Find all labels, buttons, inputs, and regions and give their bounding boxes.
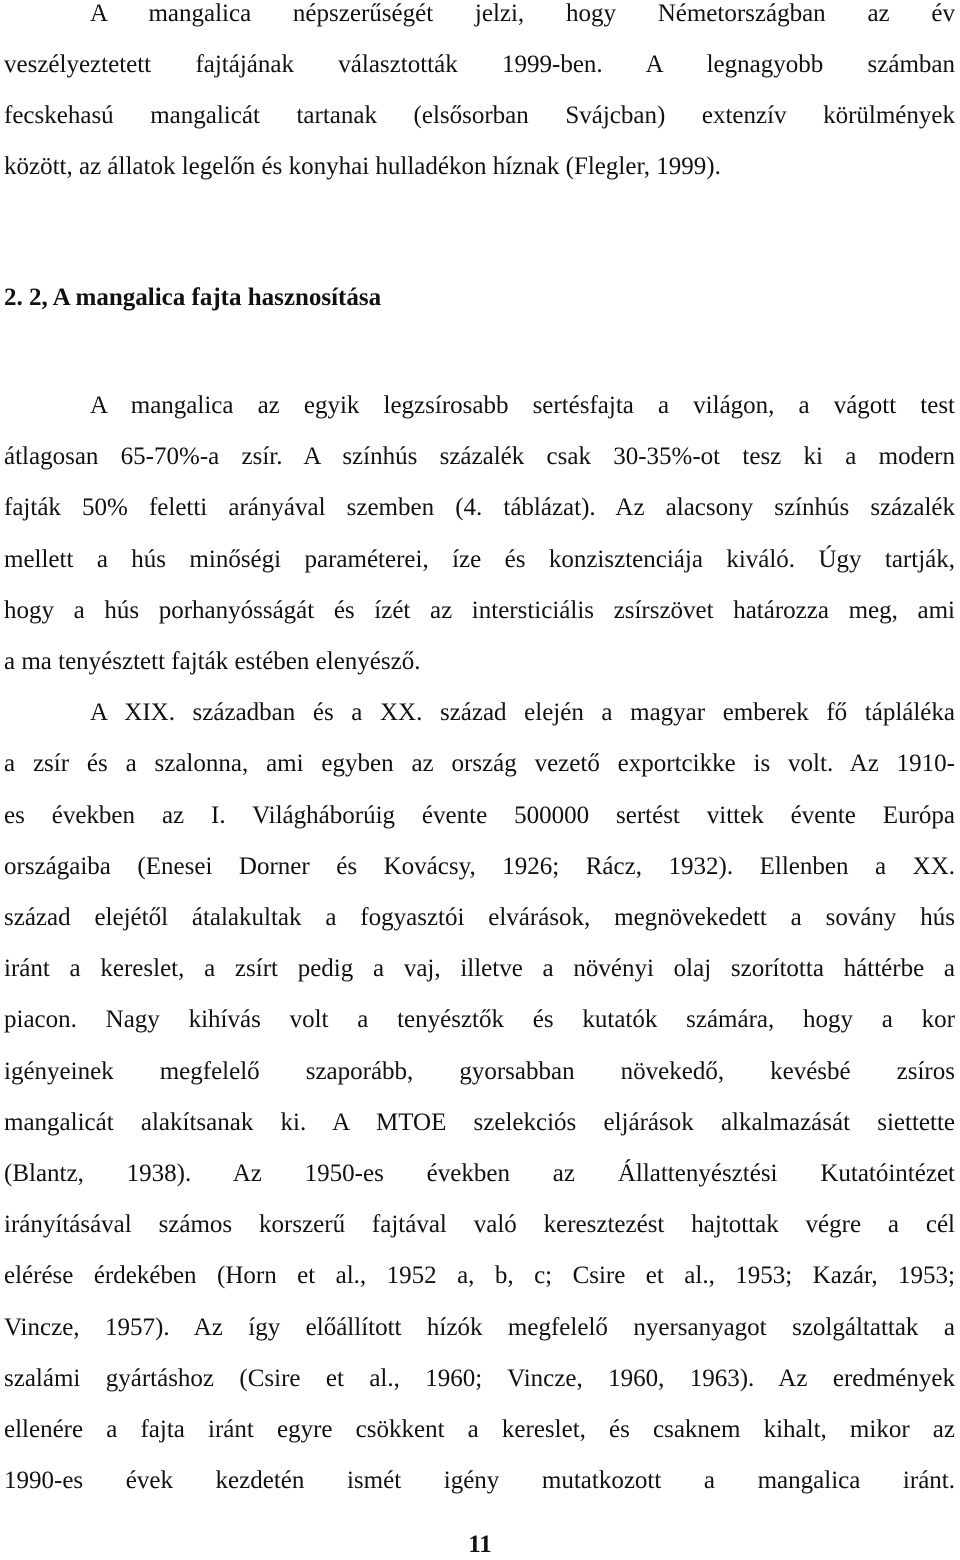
text-line: országaiba (Enesei Dorner és Kovácsy, 1926; Rácz, 1932). Ellenben a XX. <box>4 852 955 880</box>
text-line: a ma tenyésztett fajták estében elenyésző. <box>4 648 421 676</box>
text-line: veszélyeztetett fajtájának választották 1999-ben. A legnagyobb számban <box>4 51 955 78</box>
section-heading: 2. 2, A mangalica fajta hasznosítása <box>4 284 382 311</box>
text-line: hogy a hús porhanyósságát és ízét az intersticiális zsírszövet határozza meg, ami <box>4 596 955 624</box>
text-line: A XIX. században és a XX. század elején a magyar emberek fő tápláléka <box>90 699 955 727</box>
text-line: Vincze, 1957). Az így előállított hízók megfelelő nyersanyagot szolgáltattak a <box>4 1313 955 1341</box>
text-line: fajták 50% feletti arányával szemben (4. táblázat). Az alacsony színhús százalék <box>4 494 955 522</box>
text-line: A mangalica az egyik legzsírosabb sertésfajta a világon, a vágott test <box>90 392 955 419</box>
text-line: irányításával számos korszerű fajtával való keresztezést hajtottak végre a cél <box>4 1211 955 1239</box>
text-line: es években az I. Világháborúig évente 500000 sertést vittek évente Európa <box>4 801 955 829</box>
text-line: (Blantz, 1938). Az 1950-es években az Állattenyésztési Kutatóintézet <box>4 1160 955 1188</box>
text-line: elérése érdekében (Horn et al., 1952 a, b, c; Csire et al., 1953; Kazár, 1953; <box>4 1262 955 1290</box>
text-line: piacon. Nagy kihívás volt a tenyésztők és kutatók számára, hogy a kor <box>4 1006 955 1034</box>
text-line: A mangalica népszerűségét jelzi, hogy Németországban az év <box>90 0 955 27</box>
paragraph-mangalica-popularity <box>4 0 955 192</box>
text-line: átlagosan 65-70%-a zsír. A színhús százalék csak 30-35%-ot tesz ki a modern <box>4 443 955 471</box>
text-line: a zsír és a szalonna, ami egyben az ország vezető exportcikke is volt. Az 1910- <box>4 750 955 778</box>
text-line: század elejétől átalakultak a fogyasztói elvárások, megnövekedett a sovány hús <box>4 904 955 932</box>
text-line: 1990-es évek kezdetén ismét igény mutatkozott a mangalica iránt. <box>4 1467 955 1495</box>
text-line: között, az állatok legelőn és konyhai hulladékon híznak (Flegler, 1999). <box>4 153 721 180</box>
text-line: ellenére a fajta iránt egyre csökkent a kereslet, és csaknem kihalt, mikor az <box>4 1416 955 1444</box>
text-line: fecskehasú mangalicát tartanak (elsősorban Svájcban) extenzív körülmények <box>4 102 955 129</box>
text-line: mellett a hús minőségi paraméterei, íze és konzisztenciája kiváló. Úgy tartják, <box>4 545 955 573</box>
text-line: igényeinek megfelelő szaporább, gyorsabban növekedő, kevésbé zsíros <box>4 1057 955 1085</box>
text-line: mangalicát alakítsanak ki. A MTOE szelekciós eljárások alkalmazását siettette <box>4 1108 955 1136</box>
paragraph-mangalica-utilization <box>4 380 955 1506</box>
page-number: 11 <box>468 1531 492 1558</box>
text-line: szalámi gyártáshoz (Csire et al., 1960; Vincze, 1960, 1963). Az eredmények <box>4 1364 955 1392</box>
text-line: iránt a kereslet, a zsírt pedig a vaj, illetve a növényi olaj szorította háttérbe a <box>4 955 955 983</box>
